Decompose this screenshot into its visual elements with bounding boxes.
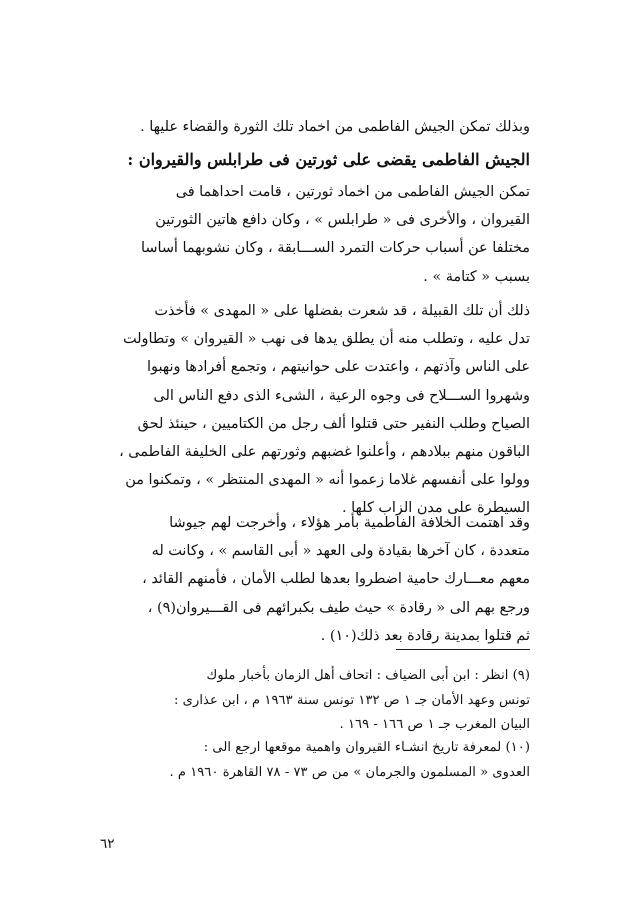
paragraph-line: وشهروا الســـلاح فى وجوه الرعية ، الشىء الذى دفع الناس الى: [153, 387, 530, 404]
paragraph-2: [96, 297, 530, 523]
footnote-10: [96, 736, 530, 785]
intro-paragraph: [96, 113, 530, 141]
paragraph-line: وولوا على أنفسهم غلاما زعموا أنه « المهدى المنتظر » ، وتمكنوا من: [125, 472, 530, 489]
paragraph-line: متعددة ، كان آخرها بقيادة ولى العهد « أبى القاسم » ، وكانت له: [151, 543, 530, 560]
paragraph-1: [96, 178, 530, 291]
paragraph-line: وقد اهتمت الخلافة الفاطمية بأمر هؤلاء ، وأخرجت لهم جيوشا: [169, 515, 530, 531]
paragraph-line: الصياح وطلب النفير حتى قتلوا ألف رجل من الكتاميين ، حينئذ لحق: [137, 415, 530, 432]
paragraph-line: القيروان ، والأخرى فى « طرابلس » ، وكان دافع هاتين الثورتين: [155, 212, 530, 229]
paragraph-line: تدل عليه ، وتطلب منه أن يطلق يدها فى نهب « القيروان » وتطاولت: [123, 331, 530, 348]
paragraph-line: السيطرة على مدن الزاب كلها .: [342, 500, 530, 517]
paragraph-line: مختلفا عن أسباب حركات التمرد الســـابقة ، وكان نشوبهما أساسا: [141, 240, 530, 257]
paragraph-line: بسبب « كتامة » .: [423, 268, 530, 285]
footnote-line: العدوى « المسلمون والجرمان » من ص ٧٣ - ٧٨ القاهرة ١٩٦٠ م .: [169, 764, 530, 780]
footnote-separator: [396, 649, 530, 650]
intro-line: وبذلك تمكن الجيش الفاطمى من اخماد تلك الثورة والقضاء عليها .: [140, 119, 530, 135]
footnote-line: البيان المغرب جـ ١ ص ١٦٦ - ١٦٩ .: [339, 717, 530, 732]
page-number: ٦٢: [100, 836, 115, 852]
paragraph-line: على الناس وآذتهم ، واعتدت على حوانيتهم ، وتجمع أفرادها ونهبوا: [147, 359, 530, 376]
paragraph-line: معهم معـــارك حامية اضطروا بعدها لطلب الأمان ، فأمنهم القائد ،: [142, 571, 530, 588]
paragraph-line: تمكن الجيش الفاطمى من اخماد ثورتين ، قامت احداهما فى: [175, 184, 530, 200]
paragraph-line: ورجع بهم الى « رقادة » حيث طيف بكبرائهم فى القـــيروان(٩) ،: [147, 599, 530, 616]
footnote-line: (٩) انظر : ابن أبى الضياف : اتحاف أهل الزمان بأخبار ملوك: [206, 668, 530, 683]
paragraph-line: الباقون منهم ببلادهم ، وأعلنوا غضبهم وثورتهم على الخليفة الفاطمى ،: [119, 444, 530, 461]
footnote-9: [96, 664, 530, 738]
footnote-line: (١٠) لمعرفة تاريخ انشـاء القيروان واهمية موقعها ارجع الى :: [203, 740, 530, 755]
footnote-line: تونس وعهد الأمان جـ ١ ص ١٣٢ تونس سنة ١٩٦٣ م ، ابن عذارى :: [174, 692, 530, 708]
paragraph-line: ذلك أن تلك القبيلة ، قد شعرت بفضلها على « المهدى » فأخذت: [154, 303, 530, 319]
paragraph-line: ثم قتلوا بمدينة رقادة بعد ذلك(١٠) .: [320, 627, 530, 644]
section-heading: الجيش الفاطمى يقضى على ثورتين فى طرابلس والقيروان :: [127, 150, 530, 169]
paragraph-3: [96, 509, 530, 650]
